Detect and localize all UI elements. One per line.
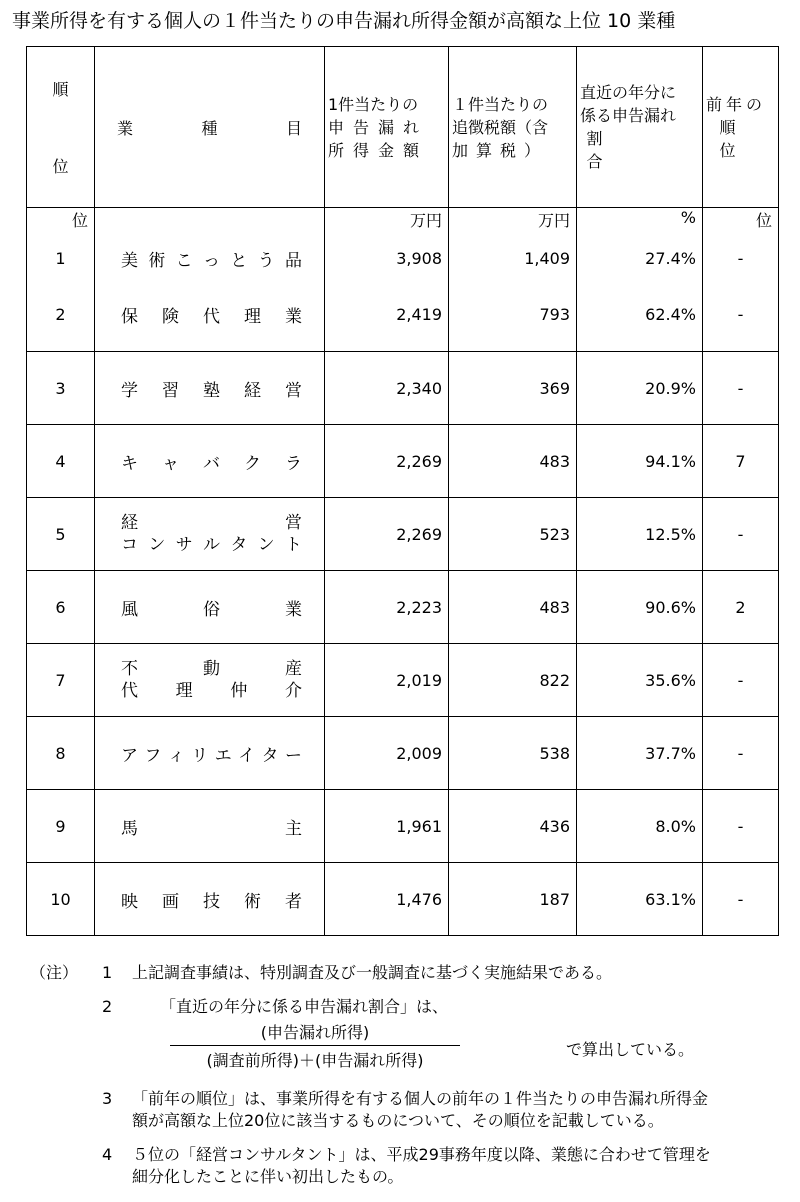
tax-cell: 538 — [449, 717, 577, 790]
unit-rank: 位 — [27, 208, 95, 238]
industry-name-cell — [95, 571, 325, 644]
industry-name: 馬 主 — [121, 818, 302, 839]
prev-rank-cell: 7 — [703, 425, 779, 498]
prev-rank-cell: - — [703, 279, 779, 352]
income-cell: 2,019 — [325, 644, 449, 717]
fraction-tail: で算出している。 — [566, 1040, 695, 1059]
prev-rank-cell: - — [703, 717, 779, 790]
industry-name-line: 経 営 — [121, 513, 302, 533]
industry-name-line: 代 理 仲 介 — [121, 681, 302, 701]
industry-name-line: コ ン サ ル タ ン ト — [121, 535, 302, 555]
industry-table — [26, 46, 779, 936]
page-title: 事業所得を有する個人の１件当たりの申告漏れ所得金額が高額な上位 10 業種 — [12, 10, 676, 32]
notes — [30, 962, 790, 1200]
industry-name: 美 術 こ っ と う 品 — [121, 250, 302, 271]
ratio-cell: 12.5% — [577, 498, 703, 571]
prev-rank-cell: - — [703, 352, 779, 425]
fraction-denominator: (調査前所得)＋(申告漏れ所得) — [206, 1051, 424, 1070]
prev-rank-cell: - — [703, 644, 779, 717]
industry-name-cell — [95, 498, 325, 571]
tax-cell: 483 — [449, 571, 577, 644]
industry-name-cell — [95, 238, 325, 279]
rank-cell: 3 — [27, 352, 95, 425]
tax-cell: 369 — [449, 352, 577, 425]
industry-name-cell — [95, 352, 325, 425]
rank-cell: 1 — [27, 238, 95, 279]
income-cell: 3,908 — [325, 238, 449, 279]
header-tax: １件当たりの 追徴税額（含 加算税） — [449, 47, 577, 208]
rank-cell: 7 — [27, 644, 95, 717]
header-income: 1件当たりの 申告漏れ 所得金額 — [325, 47, 449, 208]
table-row — [27, 863, 779, 936]
unit-income: 万円 — [325, 208, 449, 238]
ratio-cell: 27.4% — [577, 238, 703, 279]
note-4: 4 ５位の「経営コンサルタント」は、平成29事務年度以降、業態に合わせて管理を細分化したことに伴い初出したもの。 — [102, 1145, 711, 1186]
table-row — [27, 717, 779, 790]
industry-name-cell — [95, 425, 325, 498]
note-1: （注） 1 上記調査事績は、特別調査及び一般調査に基づく実施結果である。 — [30, 963, 613, 982]
income-cell: 1,961 — [325, 790, 449, 863]
header-rank: 順 位 — [27, 47, 95, 208]
unit-ratio: % — [577, 208, 703, 238]
tax-cell: 187 — [449, 863, 577, 936]
industry-name-line: 不 動 産 — [121, 659, 302, 679]
rank-cell: 10 — [27, 863, 95, 936]
tax-cell: 483 — [449, 425, 577, 498]
industry-name: 保 険 代 理 業 — [121, 307, 302, 328]
table-row — [27, 279, 779, 352]
table-row — [27, 571, 779, 644]
ratio-cell: 35.6% — [577, 644, 703, 717]
table-row — [27, 498, 779, 571]
ratio-cell: 94.1% — [577, 425, 703, 498]
industry-name-cell — [95, 644, 325, 717]
note-3: 3 「前年の順位」は、事業所得を有する個人の前年の１件当たりの申告漏れ所得金額が高額な上位20位に該当するものについて、その順位を記載している。 — [102, 1089, 709, 1130]
table-body — [27, 238, 779, 936]
ratio-cell: 63.1% — [577, 863, 703, 936]
fraction-numerator: (申告漏れ所得) — [170, 1020, 460, 1046]
header-prev-rank: 前年の 順位 — [703, 47, 779, 208]
table-row — [27, 238, 779, 279]
ratio-cell: 62.4% — [577, 279, 703, 352]
table-row — [27, 644, 779, 717]
ratio-cell: 20.9% — [577, 352, 703, 425]
tax-cell: 1,409 — [449, 238, 577, 279]
rank-cell: 2 — [27, 279, 95, 352]
table-row — [27, 425, 779, 498]
prev-rank-cell: 2 — [703, 571, 779, 644]
industry-name-cell — [95, 279, 325, 352]
unit-row — [27, 208, 779, 238]
tax-cell: 436 — [449, 790, 577, 863]
industry-name-cell — [95, 717, 325, 790]
prev-rank-cell: - — [703, 863, 779, 936]
industry-name: 映 画 技 術 者 — [121, 891, 302, 912]
industry-name: 風 俗 業 — [121, 599, 302, 620]
income-cell: 1,476 — [325, 863, 449, 936]
income-cell: 2,340 — [325, 352, 449, 425]
tax-cell: 523 — [449, 498, 577, 571]
income-cell: 2,223 — [325, 571, 449, 644]
rank-cell: 9 — [27, 790, 95, 863]
industry-name: ア フ ィ リ エ イ タ ー — [121, 745, 302, 766]
ratio-cell: 37.7% — [577, 717, 703, 790]
prev-rank-cell: - — [703, 498, 779, 571]
rank-cell: 8 — [27, 717, 95, 790]
rank-cell: 5 — [27, 498, 95, 571]
income-cell: 2,009 — [325, 717, 449, 790]
ratio-fraction — [170, 1020, 460, 1071]
table-row — [27, 352, 779, 425]
tax-cell: 793 — [449, 279, 577, 352]
industry-name-cell — [95, 790, 325, 863]
note-2: 2 「直近の年分に係る申告漏れ割合」は、 — [102, 997, 449, 1016]
tax-cell: 822 — [449, 644, 577, 717]
income-cell: 2,269 — [325, 498, 449, 571]
prev-rank-cell: - — [703, 238, 779, 279]
prev-rank-cell: - — [703, 790, 779, 863]
industry-name-cell — [95, 863, 325, 936]
table-row — [27, 790, 779, 863]
industry-name: 学 習 塾 経 営 — [121, 380, 302, 401]
unit-tax: 万円 — [449, 208, 577, 238]
notes-label: （注） — [30, 963, 79, 982]
ratio-cell: 90.6% — [577, 571, 703, 644]
rank-cell: 6 — [27, 571, 95, 644]
header-name: 業 種 目 — [95, 47, 325, 208]
ratio-cell: 8.0% — [577, 790, 703, 863]
income-cell: 2,269 — [325, 425, 449, 498]
header-ratio: 直近の年分に 係る申告漏れ 割合 — [577, 47, 703, 208]
industry-name: キ ャ バ ク ラ — [121, 453, 302, 474]
income-cell: 2,419 — [325, 279, 449, 352]
unit-prev: 位 — [703, 208, 779, 238]
table-header — [27, 47, 779, 208]
rank-cell: 4 — [27, 425, 95, 498]
